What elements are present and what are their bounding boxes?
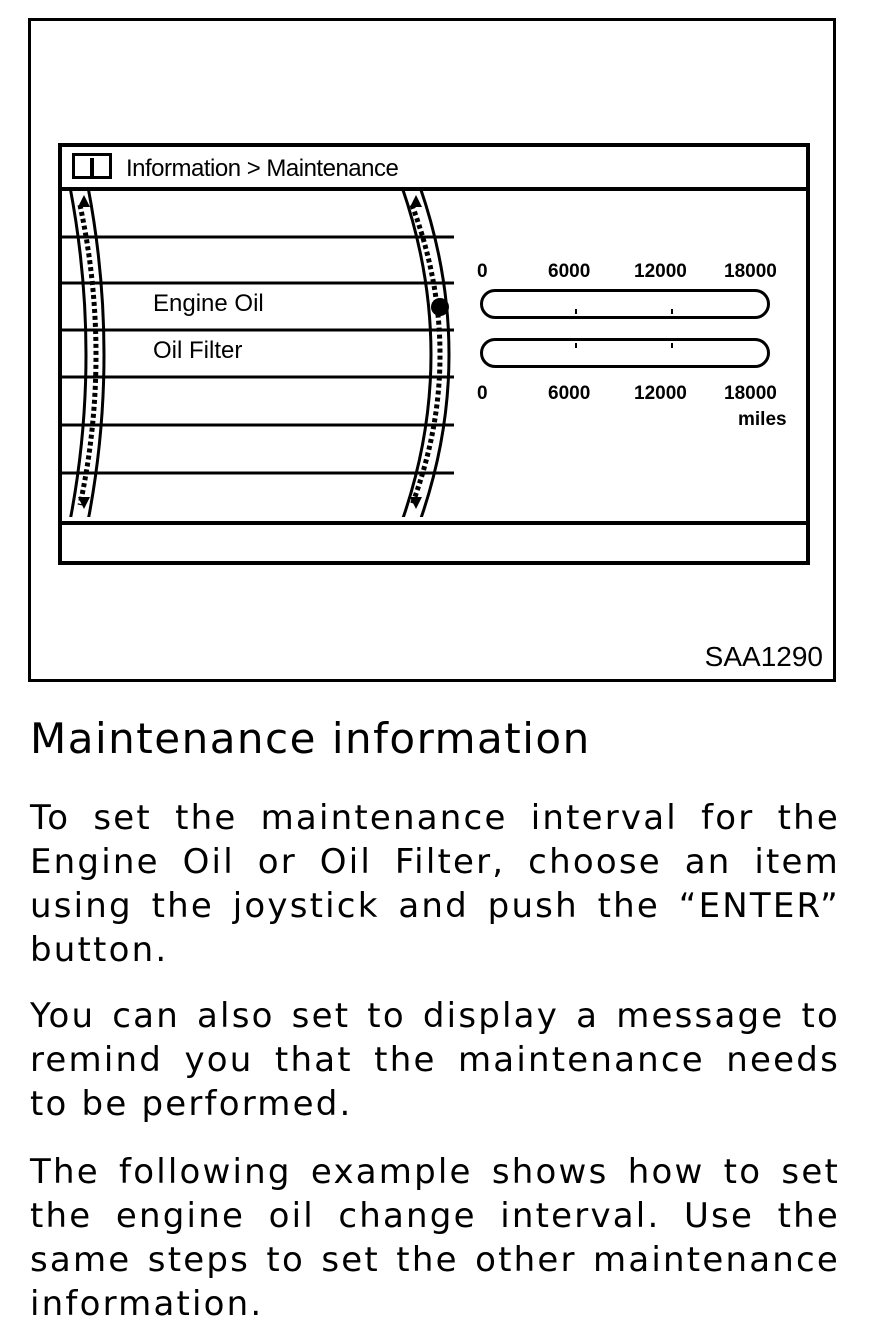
tick-label: 0 bbox=[477, 261, 488, 282]
menu-item-oil-filter[interactable]: Oil Filter bbox=[153, 337, 243, 364]
tick-label: 12000 bbox=[634, 261, 687, 282]
tick-label: 12000 bbox=[634, 383, 687, 404]
tick-label: 6000 bbox=[548, 383, 591, 404]
tick-label: 18000 bbox=[724, 261, 777, 282]
right-scroll-up-icon bbox=[410, 195, 422, 207]
bar-tick bbox=[575, 343, 577, 348]
tick-label: 6000 bbox=[548, 261, 591, 282]
screen-footer bbox=[62, 521, 806, 561]
oil-filter-bar bbox=[480, 338, 770, 368]
tick-label: 18000 bbox=[724, 383, 777, 404]
tick-label: 0 bbox=[477, 383, 488, 404]
engine-oil-bar bbox=[480, 289, 770, 319]
bar-tick bbox=[671, 309, 673, 314]
paragraph: To set the maintenance interval for the Engine Oil or Oil Filter, choose an item using the joystick and push the “ENTER” button. bbox=[30, 798, 840, 970]
info-icon bbox=[72, 153, 112, 179]
left-scroll-up-icon bbox=[78, 195, 90, 207]
selection-dot-icon bbox=[431, 298, 449, 316]
bar-tick bbox=[671, 343, 673, 348]
paragraph: The following example shows how to set the engine oil change interval. Use the same steps to set the other maintenance information. bbox=[30, 1152, 840, 1324]
units-label: miles bbox=[738, 409, 787, 430]
screen-header bbox=[62, 147, 806, 191]
left-scroll-down-icon bbox=[78, 497, 90, 509]
figure-id-label: SAA1290 bbox=[704, 641, 823, 672]
maintenance-screen bbox=[58, 143, 810, 565]
breadcrumb: Information > Maintenance bbox=[126, 155, 399, 182]
paragraph: You can also set to display a message to remind you that the maintenance needs to be performed. bbox=[30, 996, 840, 1124]
menu-item-engine-oil[interactable]: Engine Oil bbox=[153, 290, 264, 317]
bar-tick bbox=[575, 309, 577, 314]
figure-frame bbox=[28, 18, 836, 682]
section-heading: Maintenance information bbox=[30, 714, 591, 763]
